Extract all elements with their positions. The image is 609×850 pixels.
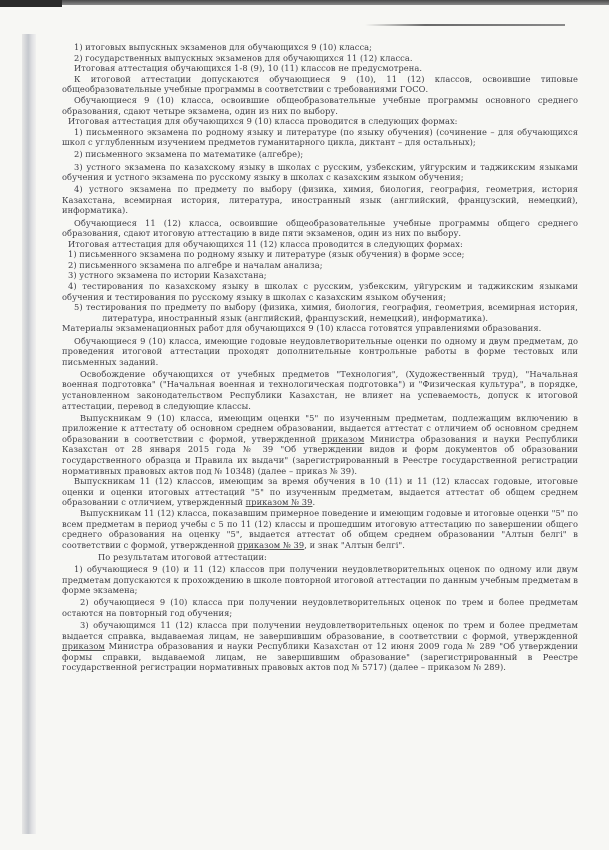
order-link[interactable]: приказом № 39 [237,539,305,550]
document-page [62,42,578,673]
paragraph [62,476,578,508]
scan-top-edge [0,0,609,5]
paragraph [62,508,578,550]
header-rule [365,24,565,26]
list-item: 2) обучающиеся 9 (10) класса при получении неудовлетворительных оценок по трем и более предметам остаются на повторный год обучения; [62,597,578,618]
list-item: 1) письменного экзамена по родному языку и литературе (по языку обучения) (сочинение – для обучающихся школ с углубленным изучением предметов гуманитарного цикла, диктант – для остальных); [62,126,578,148]
paragraph [62,413,578,477]
paragraph: Итоговая аттестация обучающихся 1-8 (9), 10 (11) классов не предусмотрена. [74,63,423,74]
paragraph: Обучающиеся 11 (12) класса, освоившие общеобразовательные учебные программы общего среднего образования, сдают итоговую аттестацию в виде пяти экзаменов, один из них по выбору. [62,217,578,239]
list-item: 5) тестирования по предмету по выбору (физика, химия, биология, география, геометрия, всемирная история, литература, иностранный язык (английский, французский, немецкий), информатика). [74,302,578,323]
paragraph: Итоговая аттестация для обучающихся 11 (12) класса проводится в следующих формах: [68,238,463,249]
list-item: 3) устного экзамена по казахскому языку в школах с русским, узбекским, уйгурским и таджикским языками обучения и устного экзамена по русскому языку в школах с казахским языком обучения; [62,161,578,183]
list-item: 1) обучающиеся 9 (10) и 11 (12) классов при получении неудовлетворительных оценок по одному или двум предметам допускаются к прохождению в школе повторной итоговой аттестации по данным учебным предметам в форме экзамена; [62,564,578,596]
paragraph: Освобождение обучающихся от учебных предметов "Технология", (Художественный труд), "Начальная военная подготовка" ("Начальная военная и технологическая подготовка") и "Физическая культура", в порядке, установленном законодательством Республики Казахстан, не влияет на успеваемость, допуск к итоговой аттестации, перевод в следующие классы. [62,368,578,411]
list-item: 3) устного экзамена по истории Казахстана; [68,270,267,281]
text: Министра образования и науки Республики Казахстан от 12 июня 2009 года № 289 "Об утверждении формы справки, выдаваемой лицам, не завершившим образование" (зарегистрированный в Реестре государственной регистрации нормативных правовых актов под № 5717) (далее – приказом № 289). [62,641,578,673]
text: Выпускникам 9 (10) класса, имеющим оценки "5" по изученным предметам, подлежащим включению в приложение к аттестату об основном среднем образовании, выдается аттестат с отличием об основном среднем образовании в соответствии с формой, утвержденной [62,412,578,444]
text: Выпускникам 11 (12) класса, показавшим примерное поведение и имеющим годовые и итоговые оценки "5" по всем предметам в период учебы с 5 по 11 (12) классы и прошедшим итоговую аттестацию по завершении общего среднего образования на оценку "5", выдается аттестат об общем среднем образовании "Алтын белгі" в соответствии с формой, утвержденной [62,508,578,550]
section-heading: По результатам итоговой аттестации: [98,551,267,562]
scan-corner-shadow [0,0,62,7]
binding-shadow [22,34,36,834]
list-item: 1) письменного экзамена по родному языку и литературе (язык обучения) в форме эссе; [68,249,465,260]
paragraph: Материалы экзаменационных работ для обучающихся 9 (10) класса готовятся управлениями образования. [62,323,542,334]
text: Министра образования и науки Республики Казахстан от 28 января 2015 года № 39 "Об утверждении видов и форм документов об образовании государственного образца и Правила их выдачи" (зарегистрированный в Реестре государственной регистрации нормативных правовых актов под № 10348) (далее – приказ № 39). [62,433,578,476]
order-link[interactable]: приказом [62,641,105,652]
paragraph: Итоговая аттестация для обучающихся 9 (10) класса проводится в следующих формах: [68,116,458,127]
list-item: 1) итоговых выпускных экзаменов для обучающихся 9 (10) класса; [74,42,373,52]
list-item: 2) письменного экзамена по математике (алгебре); [74,149,304,160]
order-link[interactable]: приказом № 39 [245,497,313,508]
list-item: 2) государственных выпускных экзаменов для обучающихся 11 (12) класса. [74,52,413,63]
text: 3) обучающимся 11 (12) класса при получении неудовлетворительных оценок по трем и более предметам выдается справка, выдаваемая лицам, не завершившим образование, в соответствии с формой, утвержденной [62,619,578,641]
list-item: 4) устного экзамена по предмету по выбору (физика, химия, биология, география, геометрия, история Казахстана, всемирная история, литература, иностранный язык (английский, французский, немецкий), информатика). [62,184,578,216]
paragraph: Обучающиеся 9 (10) класса, освоившие общеобразовательные учебные программы основного среднего образования, сдают четыре экзамена, один из них по выбору. [62,94,578,116]
list-item: 4) тестирования по казахскому языку в школах с русским, узбекским, уйгурским и таджикским языками обучения и тестирования по русскому языку в школах с казахским языком обучения; [62,281,578,302]
order-link[interactable]: приказом [321,433,365,444]
text: , и знак "Алтын белгі". [304,539,405,550]
text: Выпускникам 11 (12) классов, имеющим за время обучения в 10 (11) и 11 (12) классах годовые, итоговые оценки и оценки итоговых аттестаций "5" по изученным предметам, выдается аттестат об общем среднем образовании с отличием, утвержденный [62,476,578,508]
paragraph: Обучающиеся 9 (10) класса, имеющие годовые неудовлетворительные оценки по одному и двум предметам, до проведения итоговой аттестации проходят дополнительные контрольные работы в форме тестовых или письменных заданий. [62,335,578,367]
list-item [62,620,578,673]
list-item: 2) письменного экзамена по алгебре и началам анализа; [68,259,323,270]
paragraph: К итоговой аттестации допускаются обучающиеся 9 (10), 11 (12) классов, освоившие типовые общеобразовательные учебные программы в соответствии с требованиями ГОСО. [62,73,578,95]
text: . [312,497,316,508]
